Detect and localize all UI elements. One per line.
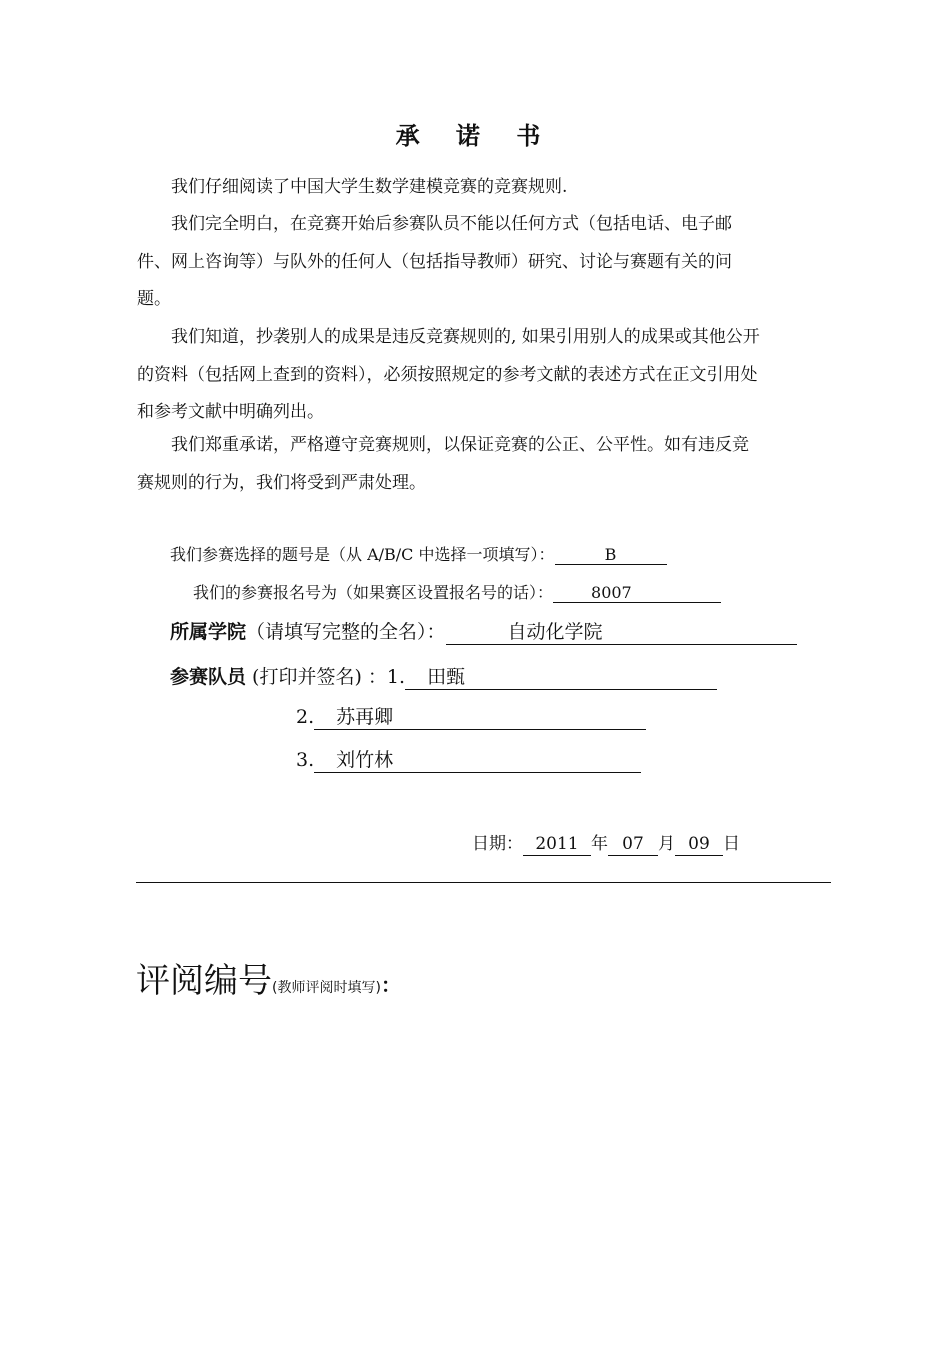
member-name: 田甄 [427, 666, 466, 688]
member-number: 3. [296, 749, 315, 771]
date-year-field[interactable]: 2011 [523, 835, 591, 856]
paragraph-line: 我们郑重承诺，严格遵守竞赛规则，以保证竞赛的公正、公平性。如有违反竞 [171, 435, 749, 455]
review-number-heading [136, 953, 401, 1002]
document-title: 承 诺 书 [395, 121, 555, 150]
paragraph-line: 赛规则的行为，我们将受到严肃处理。 [137, 472, 426, 493]
section-divider [136, 882, 831, 883]
members-label: 参赛队员 [170, 666, 247, 688]
member-number: 1. [386, 666, 406, 688]
problem-choice-field[interactable]: B [555, 546, 667, 565]
college-field[interactable] [446, 622, 797, 645]
paragraph-line: 题。 [137, 289, 171, 309]
member-number: 2. [296, 706, 315, 728]
paragraph-line: 件、网上咨询等）与队外的任何人（包括指导教师）研究、讨论与赛题有关的问 [137, 251, 732, 272]
paragraph [137, 319, 760, 432]
registration-row [193, 580, 721, 603]
college-row [170, 617, 797, 645]
members-label-note: (打印并签名) ： [246, 666, 387, 688]
member-field-1[interactable] [405, 667, 717, 690]
member-field-2[interactable] [314, 707, 646, 730]
paragraph [137, 206, 732, 319]
college-name: 自动化学院 [507, 621, 603, 643]
member-row-3 [296, 749, 641, 773]
registration-number: 8007 [591, 583, 632, 602]
date-day-field[interactable]: 09 [675, 835, 723, 856]
paragraph-line: 和参考文献中明确列出。 [137, 402, 324, 422]
college-label: 所属学院 [170, 621, 247, 643]
paragraph-line: 我们完全明白，在竞赛开始后参赛队员不能以任何方式（包括电话、电子邮 [171, 214, 732, 234]
problem-choice-row [170, 542, 667, 565]
month-unit: 月 [658, 834, 675, 854]
day-unit: 日 [723, 834, 740, 854]
paragraph-line: 我们知道，抄袭别人的成果是违反竞赛规则的, 如果引用别人的成果或其他公开 [171, 327, 760, 347]
member-field-3[interactable] [314, 750, 641, 773]
review-colon: ： [380, 973, 401, 997]
member-row-1 [170, 662, 717, 690]
member-row-2 [296, 706, 646, 730]
registration-field[interactable] [553, 584, 721, 603]
member-name: 刘竹林 [336, 749, 394, 771]
year-unit: 年 [591, 834, 608, 854]
registration-label: 我们的参赛报名号为（如果赛区设置报名号的话）： [193, 583, 554, 602]
date-row [472, 829, 740, 856]
member-name: 苏再卿 [336, 706, 394, 728]
review-title: 评阅编号 [136, 961, 272, 1001]
date-month-field[interactable]: 07 [608, 835, 658, 856]
paragraph [137, 169, 567, 207]
review-note: (教师评阅时填写) [272, 980, 381, 996]
date-label: 日期： [472, 834, 523, 854]
paragraph-line: 我们仔细阅读了中国大学生数学建模竞赛的竞赛规则. [171, 177, 568, 197]
paragraph [137, 427, 749, 502]
problem-choice-label: 我们参赛选择的题号是（从 A/B/C 中选择一项填写）： [170, 545, 555, 564]
college-label-note: （请填写完整的全名）： [246, 621, 446, 643]
paragraph-line: 的资料（包括网上查到的资料），必须按照规定的参考文献的表述方式在正文引用处 [137, 364, 758, 385]
